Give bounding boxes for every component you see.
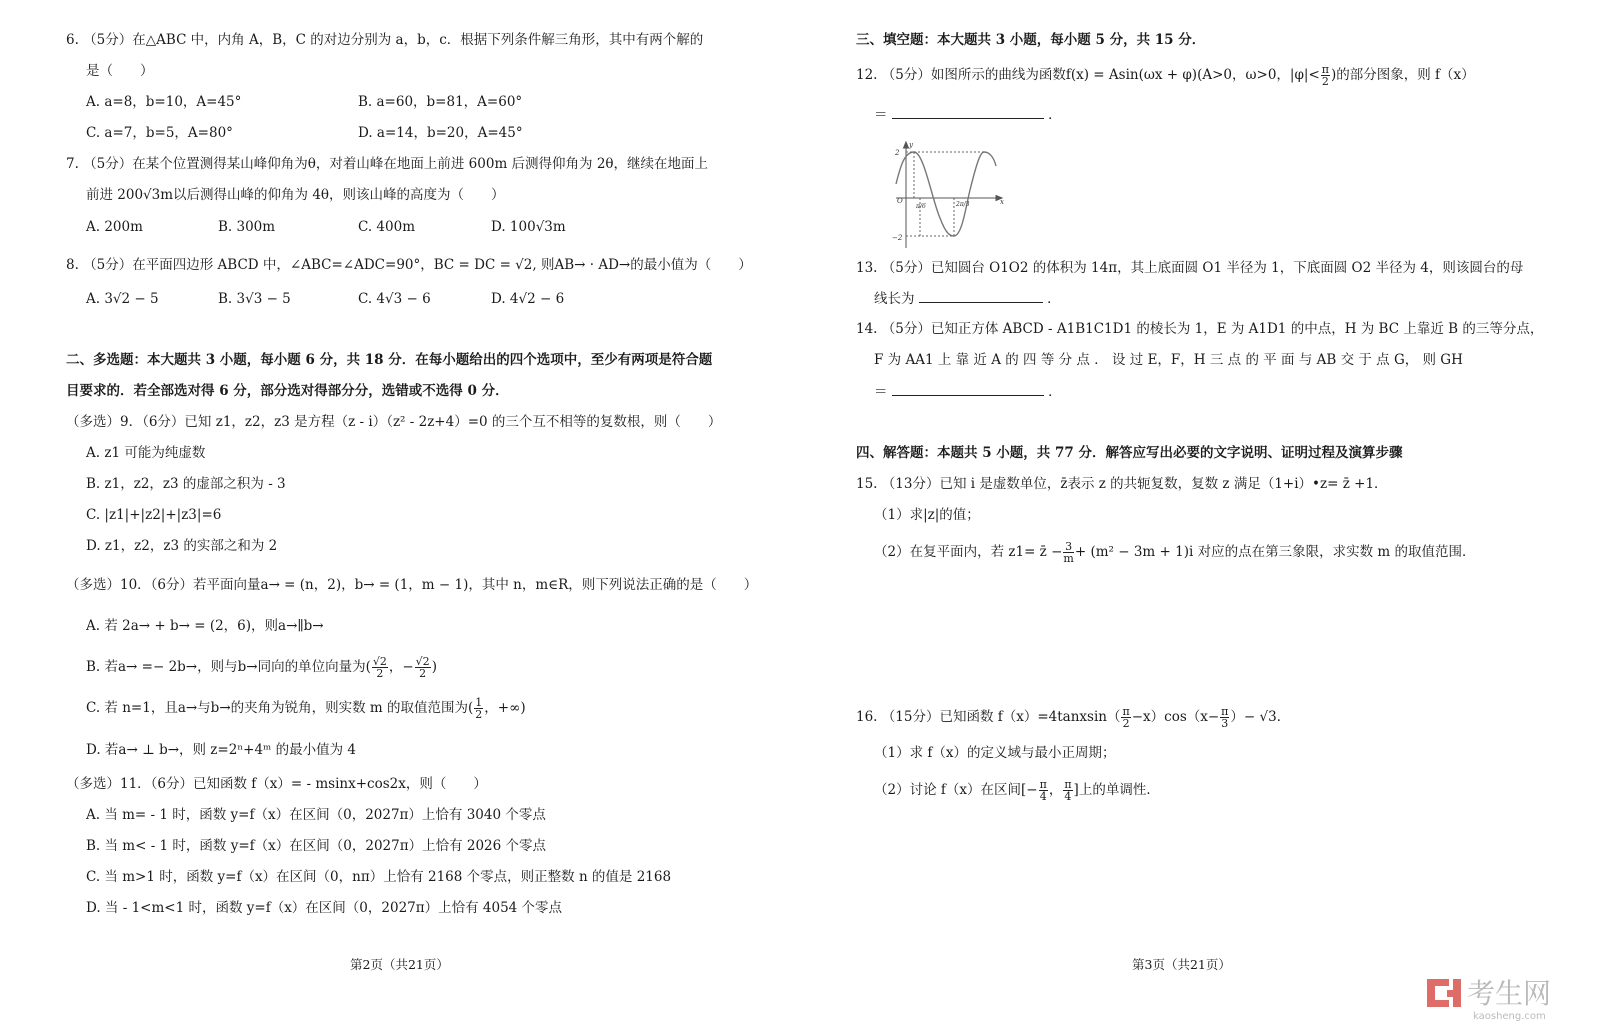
period: ． — [1047, 291, 1061, 307]
logo-text-cn: 考生网 — [1467, 977, 1552, 1010]
kaosheng-watermark-logo — [1425, 965, 1600, 1025]
q9-option-c: C. |z1|+|z2|+|z3|=6 — [86, 507, 222, 523]
q12-answer-line — [874, 104, 1062, 125]
q15-stem: 15. （13分）已知 i 是虚数单位，z̄表示 z 的共轭复数，复数 z 满足（1+i）•z= z̄ +1． — [856, 476, 1388, 492]
sine-curve — [896, 152, 996, 236]
q16-text: 16. （15分）已知函数 f（x）=4tanxsin（ — [856, 709, 1121, 725]
q6-option-c: C. a=7，b=5，A=80° — [86, 125, 233, 141]
fraction — [415, 656, 431, 679]
q8-option-b: B. 3√3 − 5 — [218, 291, 291, 307]
q10-option-c-text: C. 若 n=1，且a→与b→的夹角为锐角，则实数 m 的取值范围为( — [86, 700, 474, 716]
fraction — [474, 697, 483, 720]
answer-blank[interactable] — [919, 288, 1043, 303]
q15-part-2-text: （2）在复平面内，若 z1= z̄ − — [874, 544, 1063, 560]
fraction — [1063, 541, 1073, 564]
q16-part-2-sep: ， — [1048, 782, 1063, 798]
q10-option-b-sep: ，− — [388, 659, 414, 675]
q6-stem-cont: 是（ ） — [86, 63, 154, 79]
q9-stem: （多选）9．（6分）已知 z1，z2，z3 是方程（z - i）（z² - 2z+4）=0 的三个互不相等的复数根，则（ ） — [66, 414, 722, 430]
q13-answer-line — [874, 288, 1061, 309]
q10-option-b-text: B. 若a→ =− 2b→，则与b→同向的单位向量为( — [86, 659, 371, 675]
fraction-numerator: √2 — [415, 655, 430, 668]
y-max-label: 2 — [895, 149, 900, 157]
kaosheng-logo-icon — [1425, 965, 1600, 1025]
origin-label: O — [897, 197, 903, 205]
fraction — [1063, 779, 1072, 802]
fraction-denominator: 4 — [1039, 790, 1047, 803]
answer-blank[interactable] — [892, 104, 1044, 119]
q12-text-end: )的部分图象，则 f（x） — [1331, 67, 1475, 83]
x-tick-label: 2π/3 — [956, 201, 970, 208]
q14-stem-cont: F 为 AA1 上 靠 近 A 的 四 等 分 点 ． 设 过 E，F，H 三 点 的 平 面 与 AB 交 于 点 G， 则 GH — [874, 352, 1463, 368]
y-axis-arrow — [904, 142, 909, 148]
period: ． — [1048, 384, 1062, 400]
q10-option-c-end: ，+∞) — [484, 700, 526, 716]
q11-option-d: D. 当 - 1<m<1 时，函数 y=f（x）在区间（0，2027π）上恰有 4054 个零点 — [86, 900, 563, 916]
fraction — [1039, 779, 1048, 802]
q11-option-b: B. 当 m< - 1 时，函数 y=f（x）在区间（0，2027π）上恰有 2026 个零点 — [86, 838, 547, 854]
q11-option-c: C. 当 m>1 时，函数 y=f（x）在区间（0，nπ）上恰有 2168 个零点，则正整数 n 的值是 2168 — [86, 869, 672, 885]
fraction — [1121, 706, 1130, 729]
fraction-denominator: 2 — [1122, 717, 1130, 730]
logo-text-en: kaosheng.com — [1473, 1011, 1546, 1022]
q15-part-2 — [874, 541, 1475, 564]
y-min-label: −2 — [892, 234, 903, 242]
q10-option-b — [86, 656, 437, 679]
q7-option-b: B. 300m — [218, 219, 276, 235]
q9-option-b: B. z1，z2，z3 的虚部之积为 - 3 — [86, 476, 286, 492]
fraction-numerator: 3 — [1065, 540, 1073, 553]
fraction — [372, 656, 388, 679]
q12-text: 12. （5分）如图所示的曲线为函数f(x) = Asin(ωx + φ)(A>0，ω>0，|φ|< — [856, 67, 1320, 83]
q16-text-end: ）− √3． — [1230, 709, 1291, 725]
x-tick-label: π/6 — [916, 203, 926, 210]
page-footer-right: 第3页（共21页） — [1132, 957, 1231, 972]
page-footer-left: 第2页（共21页） — [350, 957, 449, 972]
fraction-numerator: π — [1039, 778, 1047, 791]
q7-stem-cont: 前进 200√3m以后测得山峰的仰角为 4θ，则该山峰的高度为（ ） — [86, 187, 505, 203]
q9-option-d: D. z1，z2，z3 的实部之和为 2 — [86, 538, 278, 554]
q7-stem: 7. （5分）在某个位置测得某山峰仰角为θ，对着山峰在地面上前进 600m 后测得仰角为 2θ，继续在地面上 — [66, 156, 709, 172]
q6-option-a: A. a=8，b=10，A=45° — [86, 94, 242, 110]
q6-stem: 6. （5分）在△ABC 中，内角 A，B，C 的对边分别为 a，b，c．根据下列条件解三角形，其中有两个解的 — [66, 32, 704, 48]
fraction-numerator: π — [1122, 705, 1130, 718]
answer-blank[interactable] — [892, 381, 1044, 396]
fraction-numerator: 1 — [475, 696, 483, 709]
section-2-heading: 二、多选题：本大题共 3 小题，每小题 6 分，共 18 分．在每小题给出的四个选项中，至少有两项是符合题 — [66, 352, 713, 368]
q8-option-c: C. 4√3 − 6 — [358, 291, 431, 307]
q6-option-b: B. a=60，b=81，A=60° — [358, 94, 523, 110]
q10-stem: （多选）10．（6分）若平面向量a→ = (n，2)，b→ = (1，m − 1)，其中 n，m∈R，则下列说法正确的是（ ） — [66, 577, 758, 593]
equals-sign: ＝ — [874, 107, 888, 123]
q9-option-a: A. z1 可能为纯虚数 — [86, 445, 206, 461]
q12-stem — [856, 64, 1475, 87]
q14-answer-line — [874, 381, 1062, 402]
fraction-numerator: π — [1064, 778, 1072, 791]
x-axis-label: x — [1000, 198, 1004, 206]
q14-stem: 14. （5分）已知正方体 ABCD - A1B1C1D1 的棱长为 1，E 为 A1D1 的中点，H 为 BC 上靠近 B 的三等分点， — [856, 321, 1544, 337]
q10-option-d: D. 若a→ ⊥ b→，则 z=2ⁿ+4ᵐ 的最小值为 4 — [86, 742, 357, 758]
q16-part-2-end: ]上的单调性． — [1073, 782, 1160, 798]
q16-part-1: （1）求 f（x）的定义域与最小正周期； — [874, 745, 1116, 761]
fraction-denominator: 2 — [475, 708, 483, 721]
section-2-heading-cont: 目要求的．若全部选对得 6 分，部分选对得部分分，选错或不选得 0 分． — [66, 383, 509, 399]
fraction-numerator: π — [1221, 705, 1229, 718]
q10-option-a: A. 若 2a→ + b→ = (2，6)，则a→∥b→ — [86, 618, 324, 634]
q15-part-1: （1）求|z|的值； — [874, 507, 980, 523]
fraction-denominator: m — [1063, 552, 1074, 565]
fraction-denominator: 4 — [1064, 790, 1072, 803]
q16-text-mid: −x）cos（x− — [1131, 709, 1220, 725]
y-axis-label: y — [909, 141, 913, 149]
fraction-numerator: √2 — [372, 655, 387, 668]
q11-stem: （多选）11．（6分）已知函数 f（x）= - msinx+cos2x，则（ ） — [66, 776, 487, 792]
fraction-denominator: 2 — [376, 667, 384, 680]
fraction-denominator: 2 — [419, 667, 427, 680]
q8-option-a: A. 3√2 − 5 — [86, 291, 159, 307]
fraction — [1220, 706, 1229, 729]
q16-part-2-text: （2）讨论 f（x）在区间[− — [874, 782, 1038, 798]
q10-option-c — [86, 697, 526, 720]
q7-option-d: D. 100√3m — [491, 219, 566, 235]
q6-option-d: D. a=14，b=20，A=45° — [358, 125, 523, 141]
q16-stem — [856, 706, 1290, 729]
q7-option-a: A. 200m — [86, 219, 143, 235]
q8-stem: 8. （5分）在平面四边形 ABCD 中，∠ABC=∠ADC=90°，BC = DC = √2, 则AB→ · AD→的最小值为（ ） — [66, 257, 752, 273]
q7-option-c: C. 400m — [358, 219, 415, 235]
section-4-heading: 四、解答题：本题共 5 小题，共 77 分．解答应写出必要的文字说明、证明过程及演算步骤 — [856, 445, 1403, 461]
q13-stem: 13. （5分）已知圆台 O1O2 的体积为 14π，其上底面圆 O1 半径为 1，下底面圆 O2 半径为 4，则该圆台的母 — [856, 260, 1524, 276]
q13-text: 线长为 — [874, 291, 915, 307]
fraction-denominator: 2 — [1321, 75, 1329, 88]
q16-part-2 — [874, 779, 1160, 802]
section-3-heading: 三、填空题：本大题共 3 小题，每小题 5 分，共 15 分． — [856, 32, 1206, 48]
fraction-numerator: π — [1321, 63, 1329, 76]
fraction — [1321, 64, 1330, 87]
fraction-denominator: 3 — [1221, 717, 1229, 730]
sine-curve-graph — [892, 140, 1010, 252]
q10-option-b-end: ) — [431, 659, 437, 675]
period: ． — [1048, 107, 1062, 123]
q11-option-a: A. 当 m= - 1 时，函数 y=f（x）在区间（0，2027π）上恰有 3040 个零点 — [86, 807, 546, 823]
q15-part-2-end: + (m² − 3m + 1)i 对应的点在第三象限，求实数 m 的取值范围． — [1074, 544, 1476, 560]
q8-option-d: D. 4√2 − 6 — [491, 291, 565, 307]
equals-sign: ＝ — [874, 384, 888, 400]
